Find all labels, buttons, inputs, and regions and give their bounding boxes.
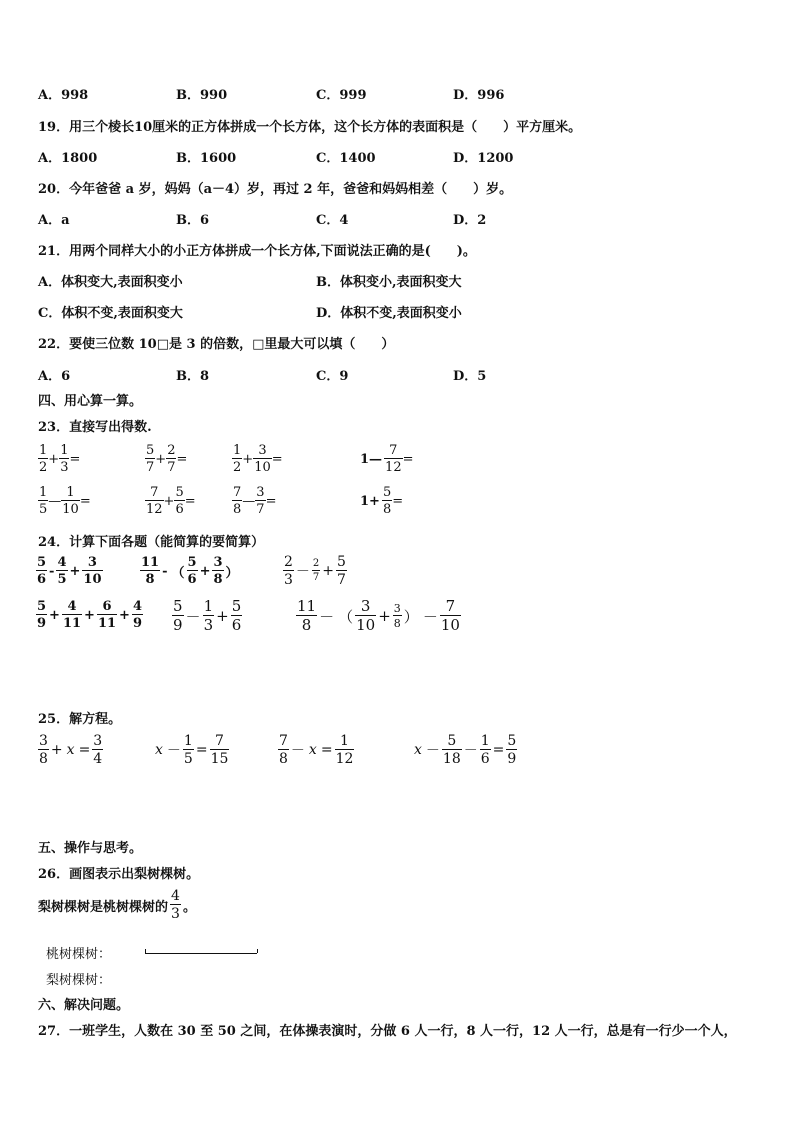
- option-d: D．996: [453, 88, 505, 103]
- option-c: C．999: [316, 88, 367, 103]
- segment-tick: [145, 949, 146, 953]
- fraction: $\frac{6}{11}$: [97, 599, 117, 631]
- option-d: D．2: [453, 213, 487, 228]
- option-b: B．体积变小,表面积变大: [316, 275, 462, 290]
- mental-math-item: $\frac{1}{5}$ — $\frac{1}{10}$ =: [39, 485, 91, 517]
- fraction: $\frac{5}{8}$: [382, 485, 392, 517]
- mental-math-item: $\frac{7}{8}$ — $\frac{3}{7}$ =: [233, 485, 277, 517]
- option-a: A．1800: [38, 151, 98, 166]
- section-heading: 四、用心算一算。: [38, 394, 143, 409]
- option-c: C．1400: [316, 151, 376, 166]
- fraction: $\frac{7}{15}$: [210, 733, 229, 767]
- question-27: 27．一班学生，人数在 30 至 50 之间，在体操表演时，分做 6 人一行，8 人一行，12 人一行，总是有一行少一个人，: [38, 1024, 737, 1039]
- option-c: C．9: [316, 369, 349, 384]
- fraction: $\frac{4}{9}$: [132, 599, 142, 631]
- option-a: A．998: [38, 88, 89, 103]
- equation-25-4: x － $\frac{5}{18}$ － $\frac{1}{6}$ = $\frac{5}{9}$: [414, 733, 517, 767]
- fraction: $\frac{11}{8}$: [297, 597, 317, 634]
- expression-24-3: $\frac{2}{3}$ － $\frac{2}{7}$ + $\frac{5}{7}$: [284, 554, 346, 588]
- fraction: $\frac{7}{8}$: [279, 733, 288, 767]
- expression-24-2: $\frac{11}{8}$ - （ $\frac{5}{6}$ + $\frac{3}{8}$ ）: [141, 555, 239, 587]
- peach-tree-label: 桃树棵树：: [46, 947, 112, 962]
- fraction: $\frac{5}{6}$: [231, 597, 242, 634]
- fraction: $\frac{3}{4}$: [93, 733, 103, 767]
- mental-math-item: $\frac{5}{7}$ + $\frac{2}{7}$ =: [146, 443, 188, 475]
- expression-24-4: $\frac{5}{9}$ + $\frac{4}{11}$ + $\frac{6}{11}$ + $\frac{4}{9}$: [37, 599, 142, 631]
- mental-math-item: $\frac{7}{12}$ + $\frac{5}{6}$ =: [146, 485, 196, 517]
- equation-25-1: $\frac{3}{8}$ + x = $\frac{3}{4}$: [39, 733, 103, 767]
- mental-math-item: $\frac{1}{2}$ + $\frac{1}{3}$ =: [39, 443, 81, 475]
- section-heading: 五、操作与思考。: [38, 841, 143, 856]
- pear-tree-label: 梨树棵树：: [46, 973, 112, 988]
- option-a: A．6: [38, 369, 71, 384]
- fraction: $\frac{4}{5}$: [57, 555, 67, 587]
- fraction: $\frac{1}{3}$: [203, 597, 214, 634]
- fraction: $\frac{7}{10}$: [440, 597, 460, 634]
- option-b: B．990: [176, 88, 228, 103]
- fraction: $\frac{5}{6}$: [187, 555, 197, 587]
- expression-24-1: $\frac{5}{6}$ - $\frac{4}{5}$ + $\frac{3}{10}$: [37, 555, 102, 587]
- fraction: $\frac{2}{7}$: [312, 558, 320, 583]
- fraction: $\frac{5}{9}$: [173, 597, 183, 634]
- fraction: $\frac{4}{3}$: [171, 888, 180, 922]
- fraction: $\frac{1}{6}$: [480, 733, 490, 767]
- mental-math-item: 1+ $\frac{5}{8}$ =: [360, 485, 404, 517]
- peach-tree-segment: [145, 953, 257, 954]
- fraction: $\frac{5}{7}$: [337, 554, 346, 588]
- question-20: 20．今年爸爸 a 岁，妈妈（a－4）岁，再过 2 年，爸爸和妈妈相差（ ）岁。: [38, 182, 513, 197]
- mental-math-item: $\frac{1}{2}$ + $\frac{3}{10}$ =: [233, 443, 283, 475]
- option-a: A．体积变大,表面积变小: [38, 275, 183, 290]
- fraction: $\frac{7}{12}$: [385, 443, 402, 475]
- expression-24-6: $\frac{11}{8}$ － （ $\frac{3}{10}$ + $\frac{3}{8}$ ） － $\frac{7}{10}$: [297, 597, 460, 634]
- option-b: B．8: [176, 369, 210, 384]
- fraction: $\frac{7}{12}$: [146, 485, 163, 517]
- fraction: $\frac{7}{8}$: [233, 485, 242, 517]
- expression-24-5: $\frac{5}{9}$ － $\frac{1}{3}$ + $\frac{5}{6}$: [173, 597, 242, 634]
- fraction: $\frac{3}{7}$: [256, 485, 265, 517]
- option-d: D．体积不变,表面积变小: [316, 306, 462, 321]
- fraction: $\frac{2}{3}$: [284, 554, 293, 588]
- fraction: $\frac{5}{7}$: [146, 443, 155, 475]
- fraction: $\frac{4}{11}$: [62, 599, 82, 631]
- option-d: D．1200: [453, 151, 514, 166]
- option-c: C．体积不变,表面积变大: [38, 306, 183, 321]
- fraction: $\frac{1}{3}$: [60, 443, 69, 475]
- question-21: 21．用两个同样大小的小正方体拼成一个长方体,下面说法正确的是( )。: [38, 244, 476, 259]
- fraction: $\frac{5}{9}$: [507, 733, 517, 767]
- option-d: D．5: [453, 369, 487, 384]
- option-b: B．1600: [176, 151, 237, 166]
- fraction: $\frac{5}{6}$: [37, 555, 47, 587]
- fraction: $\frac{3}{10}$: [254, 443, 271, 475]
- equation-25-3: $\frac{7}{8}$ － x = $\frac{1}{12}$: [279, 733, 354, 767]
- segment-tick: [257, 949, 258, 953]
- fraction: $\frac{1}{5}$: [39, 485, 48, 517]
- question-26: 26．画图表示出梨树棵树。: [38, 867, 200, 882]
- option-b: B．6: [176, 213, 210, 228]
- fraction: $\frac{5}{18}$: [442, 733, 461, 767]
- fraction: $\frac{5}{6}$: [175, 485, 184, 517]
- fraction: $\frac{3}{8}$: [39, 733, 48, 767]
- fraction: $\frac{1}{12}$: [335, 733, 354, 767]
- question-23: 23．直接写出得数.: [38, 420, 152, 435]
- fraction: $\frac{1}{2}$: [39, 443, 48, 475]
- section-heading: 六、解决问题。: [38, 998, 130, 1013]
- question-25: 25．解方程。: [38, 712, 122, 727]
- fraction: $\frac{3}{10}$: [356, 597, 376, 634]
- fraction: $\frac{3}{8}$: [393, 602, 401, 630]
- fraction: $\frac{3}{10}$: [83, 555, 102, 587]
- question-22: 22．要使三位数 10□是 3 的倍数，□里最大可以填（ ）: [38, 337, 395, 352]
- question-19: 19．用三个棱长10厘米的正方体拼成一个长方体，这个长方体的表面积是（ ）平方厘米。: [38, 120, 582, 135]
- option-a: A．a: [38, 213, 70, 228]
- question-24: 24．计算下面各题（能简算的要简算）: [38, 535, 265, 550]
- fraction: $\frac{5}{9}$: [37, 599, 47, 631]
- fraction: $\frac{11}{8}$: [141, 555, 160, 587]
- fraction: $\frac{1}{10}$: [62, 485, 79, 517]
- question-26-condition: 梨树棵树是桃树棵树的 $\frac{4}{3}$ 。: [38, 888, 196, 922]
- fraction: $\frac{2}{7}$: [167, 443, 176, 475]
- option-c: C．4: [316, 213, 349, 228]
- fraction: $\frac{1}{2}$: [233, 443, 242, 475]
- equation-25-2: x － $\frac{1}{5}$ = $\frac{7}{15}$: [155, 733, 229, 767]
- fraction: $\frac{1}{5}$: [183, 733, 193, 767]
- fraction: $\frac{3}{8}$: [213, 555, 223, 587]
- mental-math-item: 1— $\frac{7}{12}$ =: [360, 443, 414, 475]
